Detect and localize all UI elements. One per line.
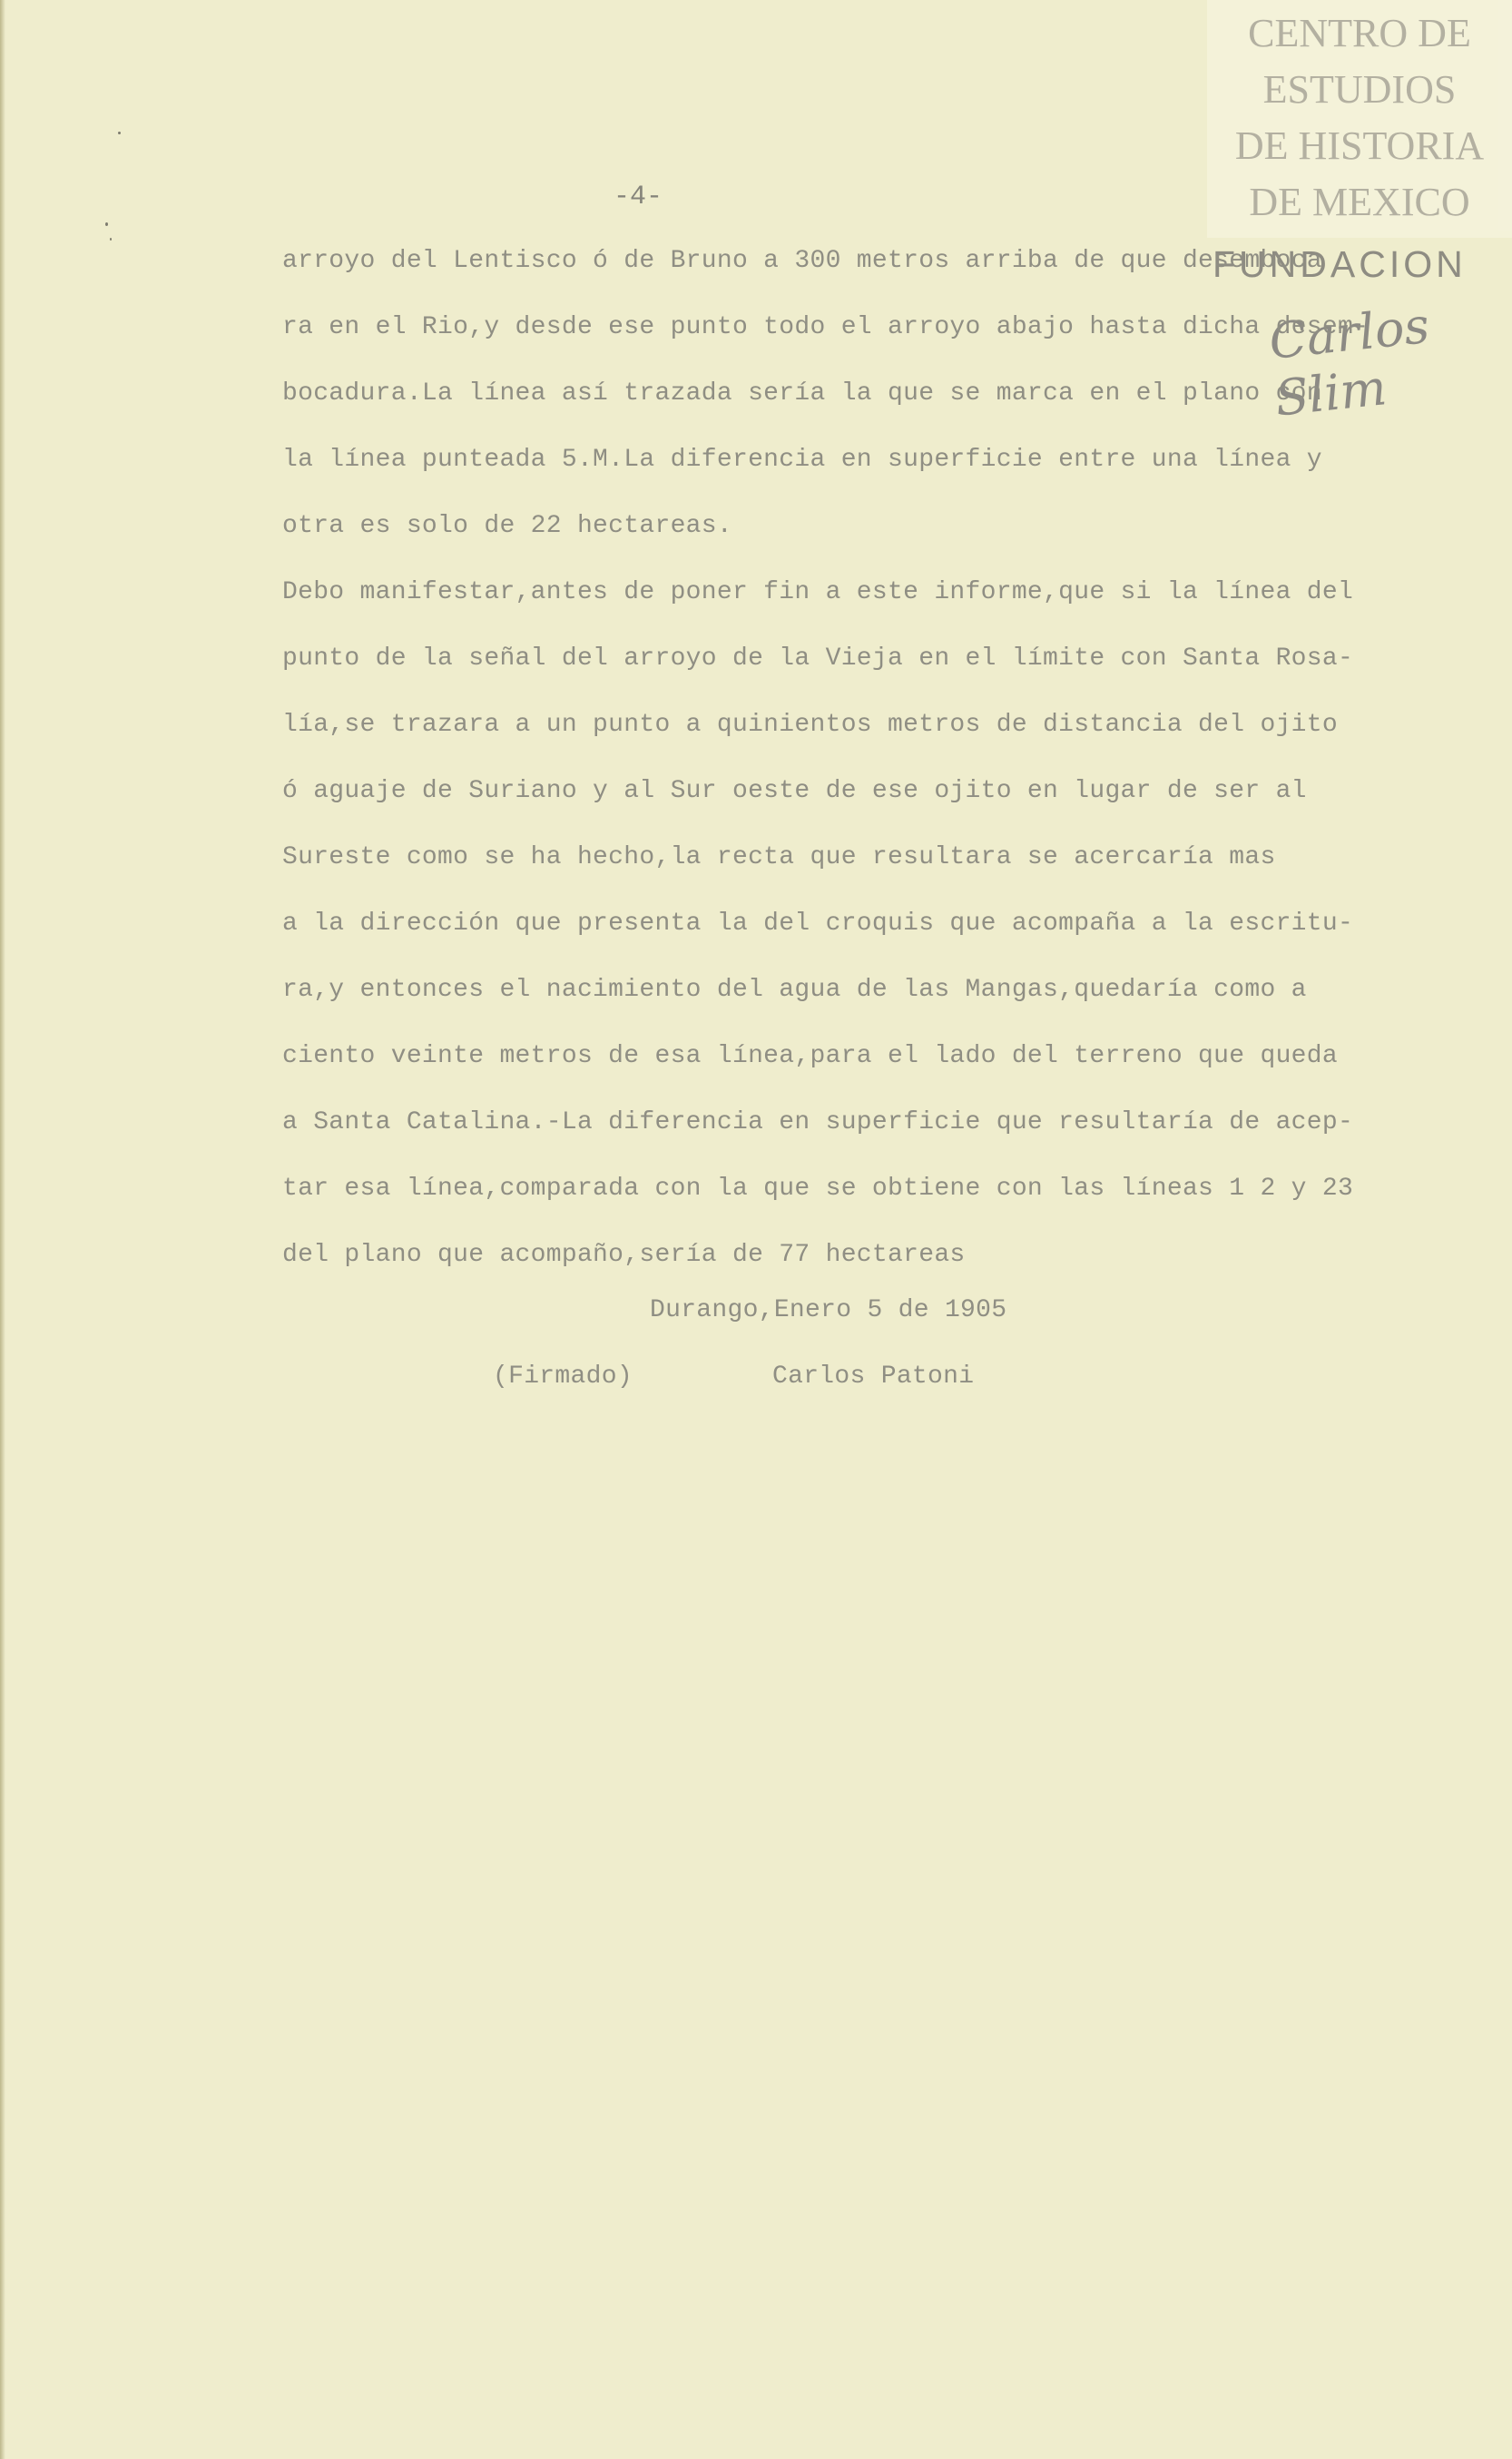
body-text-line: punto de la señal del arroyo de la Vieja en el límite con Santa Rosa- (282, 644, 1354, 673)
watermark-signature-logo: Carlos Slim (1266, 296, 1432, 428)
body-text-line: lía,se trazara a un punto a quinientos metros de distancia del ojito (282, 711, 1338, 739)
body-text-line: Debo manifestar,antes de poner fin a este informe,que si la línea del (282, 578, 1354, 606)
page-number: -4- (614, 182, 663, 212)
archive-watermark (1207, 0, 1512, 238)
watermark-line: DE MEXICO (1249, 180, 1470, 224)
body-text-line: ciento veinte metros de esa línea,para el lado del terreno que queda (282, 1042, 1338, 1070)
body-text-line: a Santa Catalina.-La diferencia en superficie que resultaría de acep- (282, 1108, 1354, 1136)
body-text-line: bocadura.La línea así trazada sería la que se marca en el plano con (282, 379, 1322, 408)
body-text-line: ra en el Rio,y desde ese punto todo el arroyo abajo hasta dicha desem- (282, 313, 1370, 341)
body-text-line: otra es solo de 22 hectareas. (282, 512, 732, 540)
signer-name: Carlos Patoni (772, 1362, 975, 1391)
watermark-fundacion: FUNDACION (1213, 243, 1467, 285)
watermark-line: ESTUDIOS (1262, 67, 1457, 112)
watermark-line: CENTRO DE (1248, 11, 1471, 55)
body-text-line: arroyo del Lentisco ó de Bruno a 300 metros arriba de que desemboca (282, 247, 1322, 275)
paper-speck (105, 222, 108, 226)
date-line: Durango,Enero 5 de 1905 (650, 1296, 1007, 1324)
paper-speck (110, 238, 112, 241)
body-text-line: a la dirección que presenta la del croquis que acompaña a la escritu- (282, 910, 1354, 938)
body-text-line: Sureste como se ha hecho,la recta que resultara se acercaría mas (282, 843, 1276, 871)
watermark-line: DE HISTORIA (1234, 123, 1485, 168)
signed-label: (Firmado) (493, 1362, 633, 1391)
body-text-line: tar esa línea,comparada con la que se obtiene con las líneas 1 2 y 23 (282, 1175, 1354, 1203)
body-text-line: del plano que acompaño,sería de 77 hectareas (282, 1241, 966, 1269)
body-text-line: ó aguaje de Suriano y al Sur oeste de ese ojito en lugar de ser al (282, 777, 1307, 805)
paper-speck (118, 132, 121, 134)
body-text-line: ra,y entonces el nacimiento del agua de las Mangas,quedaría como a (282, 976, 1307, 1004)
body-text-line: la línea punteada 5.M.La diferencia en superficie entre una línea y (282, 446, 1322, 474)
